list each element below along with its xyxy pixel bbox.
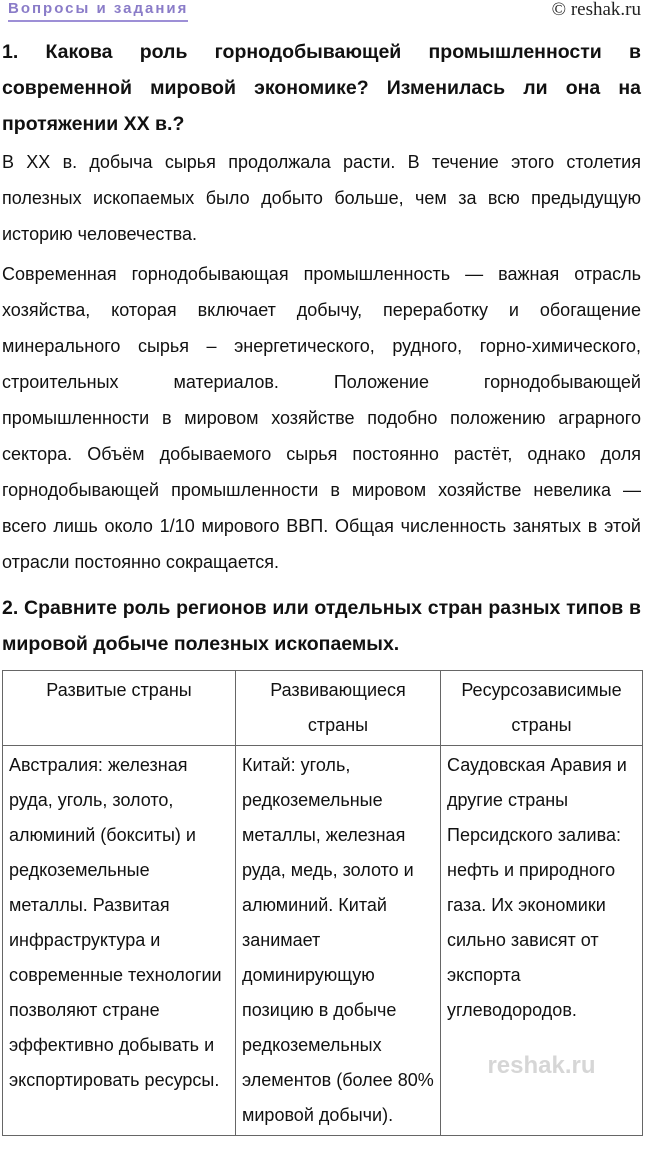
- cell-developing: Китай: уголь, редкоземельные металлы, железная руда, медь, золото и алюминий. Китай занимает доминирующую позицию в добыче редкоземельных элементов (более 80% мировой добычи).: [236, 746, 441, 1136]
- header-developed: Развитые страны: [3, 671, 236, 746]
- comparison-table: [2, 670, 643, 1136]
- watermark: reshak.ru: [487, 1052, 596, 1079]
- answer-1-paragraph-2: Современная горнодобывающая промышленность — важная отрасль хозяйства, которая включает добычу, переработку и обогащение минерального сырья – энергетического, рудного, горно-химического, строительных материалов. Положение горнодобывающей промышленности в мировом хозяйстве подобно положению аграрного сектора. Объём добываемого сырья постоянно растёт, однако доля горнодобывающей промышленности в мировом хозяйстве невелика — всего лишь около 1/10 мирового ВВП. Общая численность занятых в этой отрасли постоянно сокращается.: [2, 264, 641, 572]
- question-1-title: 1. Какова роль горнодобывающей промышленности в современной мировой экономике? Изменилась ли она на протяжении XX в.?: [2, 41, 641, 135]
- copyright: © reshak.ru: [551, 0, 641, 20]
- cell-resource-dependent-wrap: [441, 746, 643, 1136]
- table-row: [3, 746, 643, 1136]
- header-resource-dependent: Ресурсозависимые страны: [441, 671, 643, 746]
- table-header-row: [3, 671, 643, 746]
- page-header: [0, 0, 645, 24]
- header-developing: Развивающиеся страны: [236, 671, 441, 746]
- answer-1-paragraph-1: В XX в. добыча сырья продолжала расти. В течение этого столетия полезных ископаемых было добыто больше, чем за всю предыдущую историю человечества.: [2, 152, 641, 244]
- cell-developed: Австралия: железная руда, уголь, золото, алюминий (бокситы) и редкоземельные металлы. Развитая инфраструктура и современные технологии позволяют стране эффективно добывать и экспортировать ресурсы.: [3, 746, 236, 1136]
- cell-resource-dependent: Саудовская Аравия и другие страны Персидского залива: нефть и природного газа. Их экономики сильно зависят от экспорта углеводородов.: [447, 755, 627, 1020]
- question-2-title: 2. Сравните роль регионов или отдельных стран разных типов в мировой добыче полезных ископаемых.: [2, 597, 641, 655]
- section-header: Вопросы и задания: [8, 0, 188, 22]
